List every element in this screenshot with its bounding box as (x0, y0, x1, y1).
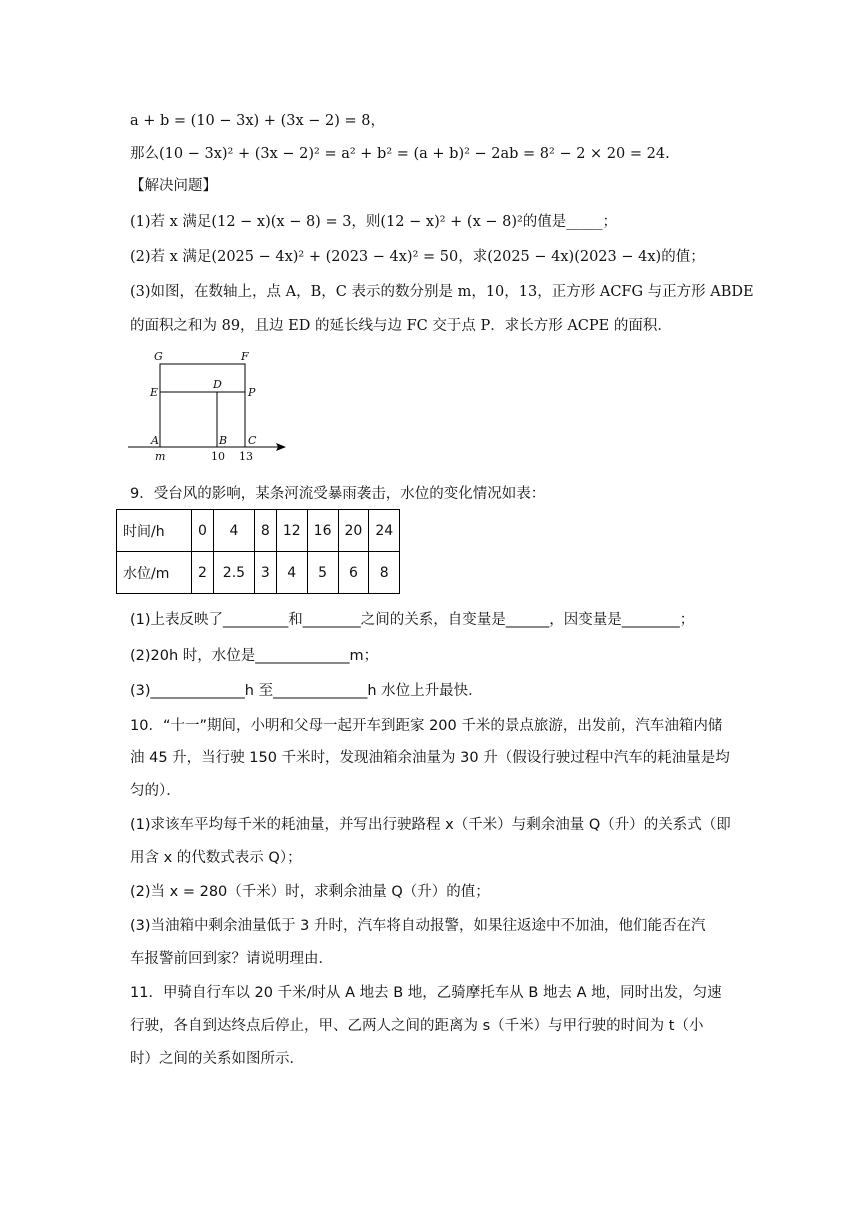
table-cell: 8 (254, 510, 276, 552)
text-line: 行驶，各自到达终点后停止，甲、乙两人之间的距离为 s（千米）与甲行驶的时间为 t（小 (130, 1018, 704, 1034)
table-cell: 3 (254, 552, 276, 594)
table-cell: 4 (276, 552, 307, 594)
question-part: (1)上表反映了_________和________之间的关系，自变量是______，因变量是________； (130, 612, 695, 628)
table-row (117, 552, 400, 594)
label-10: 10 (211, 450, 225, 463)
table-cell: 8 (369, 552, 400, 594)
text-line: 车报警前回到家？请说明理由． (130, 951, 333, 967)
text-line: 时）之间的关系如图所示． (130, 1051, 304, 1067)
text-line: 油 45 升，当行驶 150 千米时，发现油箱余油量为 30 升（假设行驶过程中汽车的耗油量是均 (130, 750, 730, 766)
question-10: 10．“十一”期间，小明和父母一起开车到距家 200 千米的景点旅游，出发前，汽车油箱内储 (130, 718, 723, 734)
text-line: 匀的）． (130, 783, 181, 799)
table-cell: 5 (307, 552, 338, 594)
question-part: (2)若 x 满足(2025 − 4x)² + (2023 − 4x)² = 50，求(2025 − 4x)(2023 − 4x)的值； (130, 249, 705, 265)
label-g: G (154, 350, 163, 363)
label-d: D (213, 378, 222, 391)
question-part: (3)如图，在数轴上，点 A，B，C 表示的数分别是 m，10，13，正方形 ACFG 与正方形 ABDE (130, 284, 754, 300)
label-p: P (248, 386, 256, 399)
question-part: (3)_____________h 至_____________h 水位上升最快． (130, 683, 483, 699)
square-acfg (160, 364, 245, 447)
text-line: 那么(10 − 3x)² + (3x − 2)² = a² + b² = (a + b)² − 2ab = 8² − 2 × 20 = 24. (130, 146, 670, 162)
question-part: (1)若 x 满足(12 − x)(x − 8) = 3，则(12 − x)² + (x − 8)²的值是_____； (130, 214, 618, 230)
number-line-squares-figure (128, 346, 298, 466)
text-line: a + b = (10 − 3x) + (3x − 2) = 8， (130, 113, 385, 129)
label-f: F (241, 350, 249, 363)
table-cell: 16 (307, 510, 338, 552)
table-cell: 12 (276, 510, 307, 552)
table-cell: 0 (192, 510, 214, 552)
question-part: (1)求该车平均每千米的耗油量，并写出行驶路程 x（千米）与剩余油量 Q（升）的关系式（即 (130, 817, 731, 833)
table-cell: 水位/m (117, 552, 192, 594)
table-cell: 时间/h (117, 510, 192, 552)
table-cell: 24 (369, 510, 400, 552)
question-part: (3)当油箱中剩余油量低于 3 升时，汽车将自动报警，如果往返途中不加油，他们能否在汽 (130, 918, 706, 934)
question-part: (2)当 x = 280（千米）时，求剩余油量 Q（升）的值； (130, 884, 490, 900)
label-a: A (151, 434, 159, 447)
table-cell: 4 (213, 510, 254, 552)
label-b: B (219, 434, 228, 447)
question-part: (2)20h 时，水位是_____________m； (130, 648, 379, 664)
section-heading: 【解决问题】 (130, 178, 217, 194)
question-9: 9．受台风的影响，某条河流受暴雨袭击，水位的变化情况如表： (130, 486, 546, 502)
label-e: E (150, 386, 159, 399)
label-m: m (155, 450, 166, 463)
label-c: C (248, 434, 257, 447)
label-13: 13 (239, 450, 253, 463)
table-cell: 2 (192, 552, 214, 594)
question-part: 的面积之和为 89，且边 ED 的延长线与边 FC 交于点 P．求长方形 ACPE 的面积． (130, 318, 672, 334)
table-cell: 6 (338, 552, 369, 594)
table-cell: 20 (338, 510, 369, 552)
text-line: 用含 x 的代数式表示 Q）； (130, 850, 302, 866)
table-cell: 2.5 (213, 552, 254, 594)
table-row (117, 510, 400, 552)
question-11: 11．甲骑自行车以 20 千米/时从 A 地去 B 地，乙骑摩托车从 B 地去 A 地，同时出发，匀速 (130, 985, 722, 1001)
water-level-table (116, 509, 400, 594)
